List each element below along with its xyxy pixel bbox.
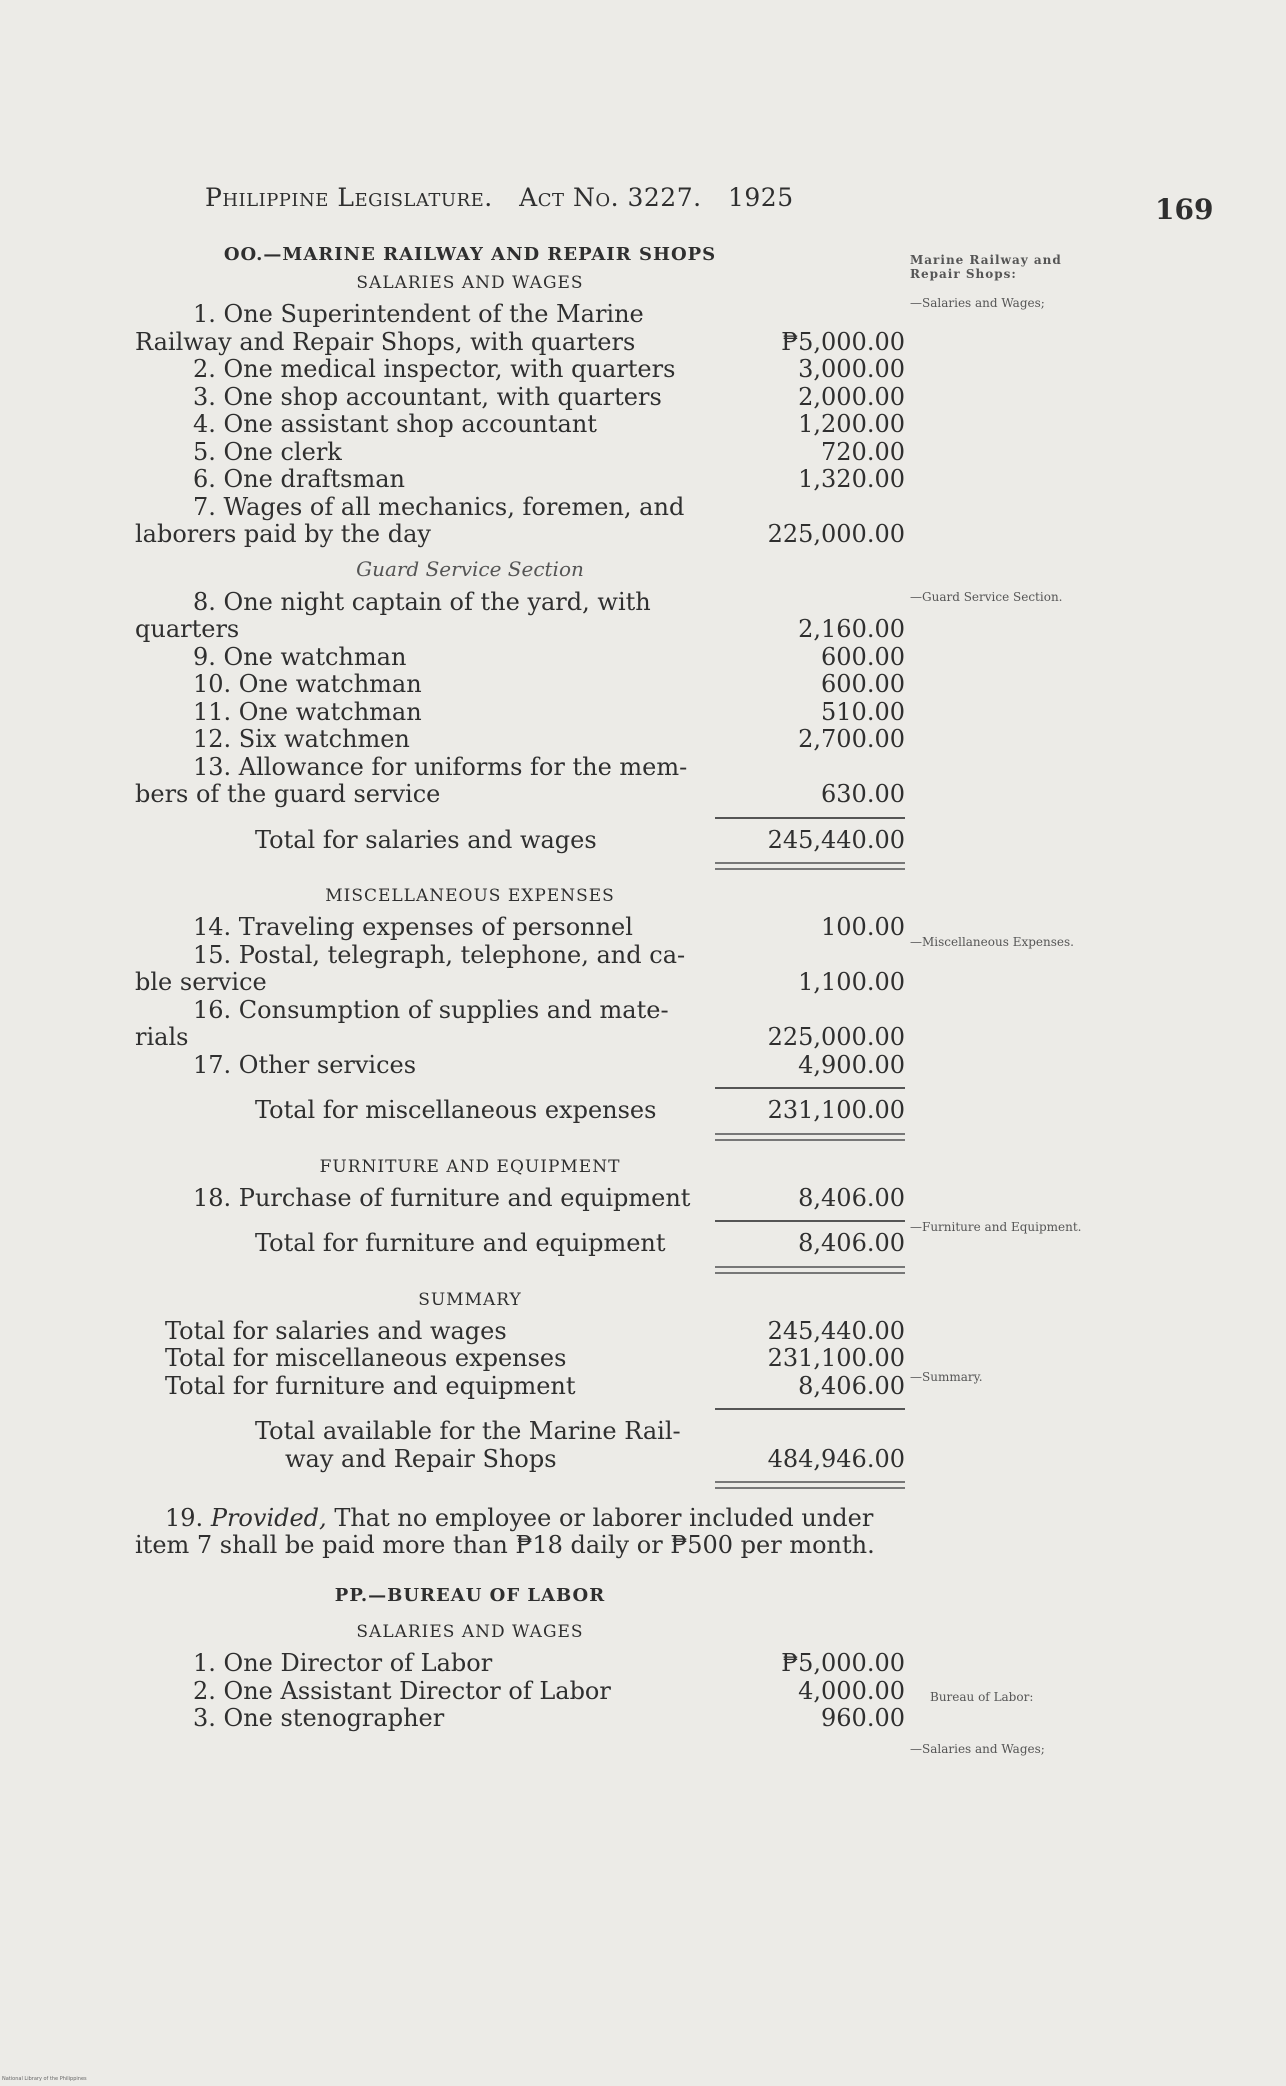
list-item: 2. One medical inspector, with quarters 3,000.00: [193, 355, 905, 383]
list-item: 2. One Assistant Director of Labor 4,000.00: [193, 1676, 905, 1705]
header-act: Act No. 3227.: [519, 183, 702, 212]
list-item: 8. One night captain of the yard, with: [193, 588, 651, 616]
summary-row: Total for furniture and equipment 8,406.00: [165, 1371, 905, 1400]
double-rule: [715, 1481, 905, 1489]
margin-note-bureau-salaries: —Salaries and Wages;: [910, 1742, 1045, 1756]
total-available: Total available for the Marine Rail-: [255, 1418, 681, 1445]
list-item: 3. One shop accountant, with quarters 2,000.00: [193, 382, 905, 411]
list-item: 5. One clerk 720.00: [193, 437, 905, 466]
total-available: way and Repair Shops 484,946.00: [285, 1444, 905, 1473]
list-item: 14. Traveling expenses of personnel 100.00: [193, 913, 905, 941]
list-item: 7. Wages of all mechanics, foremen, and: [193, 493, 685, 521]
list-item: 12. Six watchmen 2,700.00: [193, 725, 905, 753]
list-item: 15. Postal, telegraph, telephone, and ca-: [193, 941, 686, 969]
appropriation-body: [135, 244, 905, 1733]
salaries-heading: SALARIES AND WAGES: [356, 273, 584, 293]
page-number: 169: [1155, 193, 1214, 226]
list-item: 3. One stenographer 960.00: [193, 1704, 905, 1732]
total-salaries: Total for salaries and wages 245,440.00: [255, 825, 905, 854]
list-item: 11. One watchman 510.00: [193, 697, 905, 726]
margin-note-misc: —Miscellaneous Expenses.: [910, 935, 1074, 949]
proviso-paragraph: 19. Provided, That no employee or laborer included under item 7 shall be paid more than ₱18 daily or ₱500 per month.: [135, 1504, 875, 1559]
header-text: [205, 183, 812, 212]
list-item: ble service 1,100.00: [135, 968, 905, 996]
total-misc: Total for miscellaneous expenses 231,100.00: [255, 1096, 905, 1124]
double-rule: [715, 1266, 905, 1274]
pp-salaries-heading: SALARIES AND WAGES: [356, 1622, 584, 1642]
header-legislature: Philippine Legislature.: [205, 183, 493, 212]
double-rule: [715, 1133, 905, 1141]
misc-heading: MISCELLANEOUS EXPENSES: [325, 886, 615, 906]
list-item: Railway and Repair Shops, with quarters ₱5,000.00: [135, 327, 905, 356]
list-item: 10. One watchman 600.00: [193, 670, 905, 698]
summary-row: Total for miscellaneous expenses 231,100.00: [165, 1344, 905, 1372]
furniture-heading: FURNITURE AND EQUIPMENT: [319, 1156, 621, 1177]
list-item: 18. Purchase of furniture and equipment 8,406.00: [193, 1183, 905, 1212]
margin-note-salaries: —Salaries and Wages;: [910, 296, 1045, 310]
section-title-oo: OO.—MARINE RAILWAY AND REPAIR SHOPS: [223, 244, 717, 265]
list-item: 1. One Director of Labor ₱5,000.00: [193, 1649, 905, 1677]
list-item: 6. One draftsman 1,320.00: [193, 465, 905, 493]
total-furniture: Total for furniture and equipment 8,406.00: [255, 1229, 905, 1257]
list-item: rials 225,000.00: [135, 1023, 905, 1051]
list-item: 9. One watchman 600.00: [193, 642, 905, 671]
list-item: quarters 2,160.00: [135, 615, 905, 643]
section-title-pp: PP.—BUREAU OF LABOR: [334, 1585, 606, 1606]
double-rule: [715, 862, 905, 870]
list-item: 16. Consumption of supplies and mate-: [193, 996, 669, 1024]
margin-note-summary: —Summary.: [910, 1370, 983, 1384]
margin-note-guard: —Guard Service Section.: [910, 590, 1063, 604]
list-item: 13. Allowance for uniforms for the mem-: [193, 753, 688, 781]
summary-row: Total for salaries and wages 245,440.00: [165, 1316, 905, 1345]
list-item: 1. One Superintendent of the Marine: [193, 301, 644, 328]
footer-tag: National Library of the Philippines: [2, 2076, 87, 2082]
list-item: 4. One assistant shop accountant 1,200.00: [193, 410, 905, 438]
list-item: bers of the guard service 630.00: [135, 780, 905, 808]
guard-heading: Guard Service Section: [356, 556, 584, 581]
header-year: 1925: [728, 183, 794, 212]
margin-note-furniture: —Furniture and Equipment.: [910, 1220, 1082, 1234]
summary-heading: SUMMARY: [418, 1289, 522, 1310]
margin-note-bureau: Bureau of Labor:: [930, 1690, 1034, 1704]
running-header: [0, 183, 1286, 233]
list-item: laborers paid by the day 225,000.00: [135, 520, 905, 548]
list-item: 17. Other services 4,900.00: [193, 1050, 905, 1079]
margin-note-marine: Marine Railway and Repair Shops:: [910, 253, 1062, 281]
